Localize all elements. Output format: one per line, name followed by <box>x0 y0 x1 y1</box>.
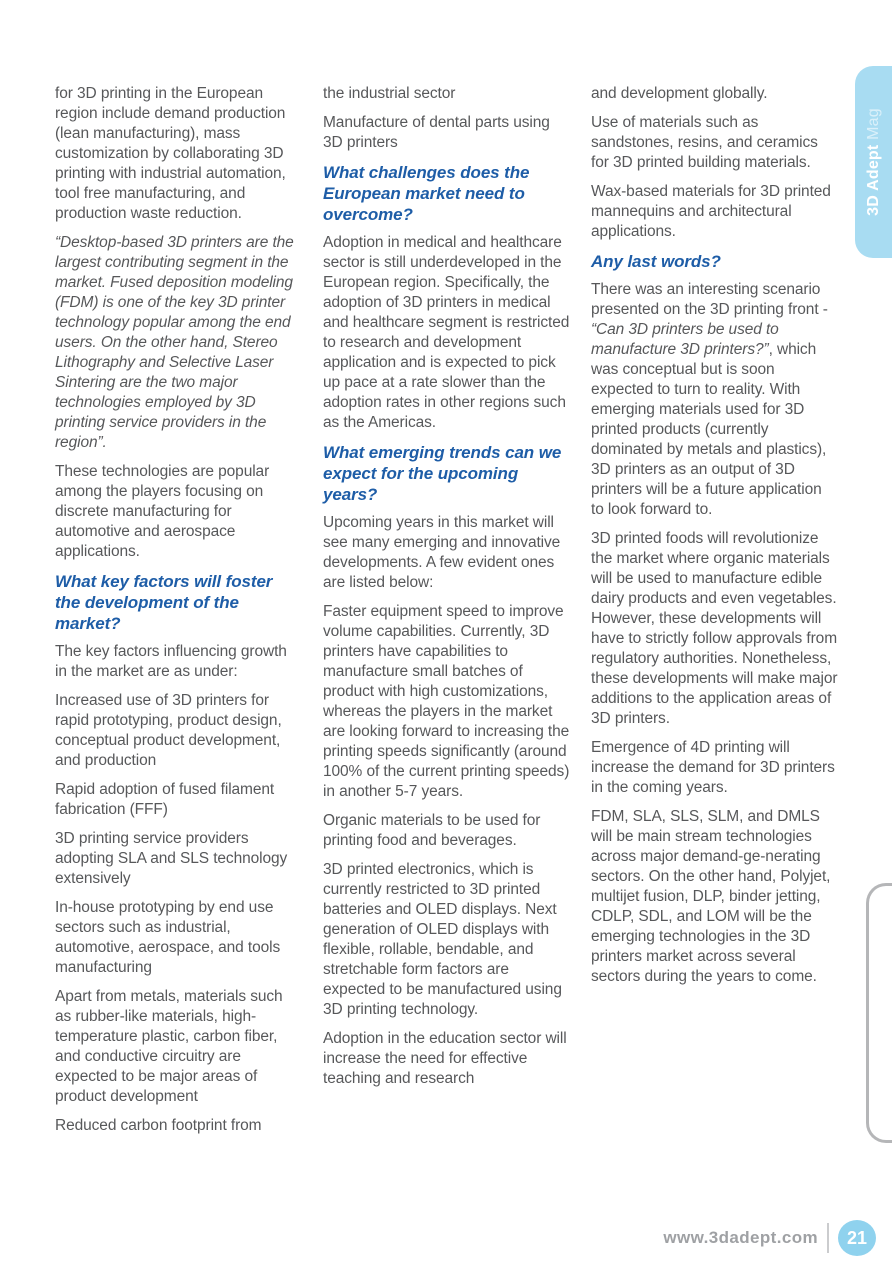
paragraph: 3D printed foods will revolutionize the market where organic materials will be used to manufacture edible dairy products and even vegetables. However, these developments will have to strictly follow approvals from regulatory authorities. Nonetheless, these developments will make major additions to the application areas of 3D printers. <box>591 530 838 727</box>
paragraph: Use of materials such as sandstones, resins, and ceramics for 3D printed building materials. <box>591 114 818 171</box>
magazine-tab-label-bold: 3D Adept <box>864 144 882 216</box>
magazine-tab-label-light-text: Mag <box>864 108 882 140</box>
inline-quote: “Can 3D printers be used to manufacture 3D printers?” <box>591 321 779 358</box>
paragraph: Emergence of 4D printing will increase the demand for 3D printers in the coming years. <box>591 739 835 796</box>
paragraph: 3D printed electronics, which is currently restricted to 3D printed batteries and OLED displays. Next generation of OLED displays with flexible, rollable, bendable, and stretchable form factors are expected to be manufactured using 3D printing technology. <box>323 861 562 1018</box>
column-1 <box>55 84 302 1145</box>
paragraph: Faster equipment speed to improve volume capabilities. Currently, 3D printers have capabilities to manufacture small batches of product with high customizations, whereas the players in the market are looking forward to increasing the printing speeds significantly (around 100% of the current printing speeds) in another 5-7 years. <box>323 603 570 800</box>
paragraph: 3D printing service providers adopting SLA and SLS technology extensively <box>55 830 288 887</box>
paragraph: FDM, SLA, SLS, SLM, and DMLS will be main stream technologies across major demand-ge-nerating sectors. On the other hand, Polyjet, multijet fusion, DLP, binder jetting, CDLP, SDL, and LOM will be the emerging technologies in the 3D printers market across several sectors during the years to come. <box>591 808 831 985</box>
paragraph: Upcoming years in this market will see many emerging and innovative developments. A few evident ones are listed below: <box>323 514 561 591</box>
article-columns <box>55 84 838 1145</box>
paragraph: Organic materials to be used for printing food and beverages. <box>323 812 541 849</box>
section-heading: What emerging trends can we expect for the upcoming years? <box>323 443 562 504</box>
website-url: www.3dadept.com <box>663 1228 818 1247</box>
paragraph: the industrial sector <box>323 85 456 102</box>
inline-text: , which was conceptual but is soon expected to turn to reality. With emerging materials used for 3D printed products (currently dominated by metals and plastics), 3D printers as an output of 3D printers will be a future application to look forward to. <box>591 341 827 518</box>
inline-text: There was an interesting scenario presented on the 3D printing front - <box>591 281 828 318</box>
paragraph: and development globally. <box>591 85 768 102</box>
paragraph: These technologies are popular among the players focusing on discrete manufacturing for automotive and aerospace applications. <box>55 463 270 560</box>
paragraph: The key factors influencing growth in the market are as under: <box>55 643 287 680</box>
page-footer <box>663 1220 876 1256</box>
page-number-badge: 21 <box>838 1220 876 1256</box>
edge-outline-tab <box>866 883 892 1143</box>
section-heading: What challenges does the European market need to overcome? <box>323 163 530 224</box>
paragraph: Reduced carbon footprint from <box>55 1117 262 1134</box>
column-3 <box>591 84 838 1145</box>
section-heading: Any last words? <box>591 252 721 271</box>
paragraph: Increased use of 3D printers for rapid prototyping, product design, conceptual product development, and production <box>55 692 282 769</box>
section-heading: What key factors will foster the development of the market? <box>55 572 273 633</box>
paragraph: “Desktop-based 3D printers are the largest contributing segment in the market. Fused deposition modeling (FDM) is one of the key 3D printer technology popular among the end users. On the other hand, Stereo Lithography and Selective Laser Sintering are the two major technologies employed by 3D printing service providers in the region”. <box>55 234 294 451</box>
paragraph: Wax-based materials for 3D printed mannequins and architectural applications. <box>591 183 831 240</box>
paragraph: Rapid adoption of fused filament fabrication (FFF) <box>55 781 275 818</box>
column-2 <box>323 84 570 1145</box>
paragraph: for 3D printing in the European region include demand production (lean manufacturing), mass customization by collaborating 3D printing with industrial automation, tool free manufacturing, and production waste reduction. <box>55 85 286 222</box>
paragraph: Manufacture of dental parts using 3D printers <box>323 114 550 151</box>
paragraph <box>591 280 838 520</box>
footer-divider <box>827 1223 829 1253</box>
magazine-tab-label <box>865 108 883 216</box>
paragraph: Apart from metals, materials such as rubber-like materials, high-temperature plastic, carbon fiber, and conductive circuitry are expected to be major areas of product development <box>55 988 283 1105</box>
paragraph: Adoption in medical and healthcare sector is still underdeveloped in the European region. Specifically, the adoption of 3D printers in medical and healthcare segment is restricted to research and development application and is expected to pick up pace at a rate slower than the adoption rates in other regions such as the Americas. <box>323 234 570 431</box>
magazine-edge-tab <box>855 66 892 258</box>
paragraph: Adoption in the education sector will increase the need for effective teaching and research <box>323 1030 567 1087</box>
paragraph: In-house prototyping by end use sectors such as industrial, automotive, aerospace, and tools manufacturing <box>55 899 281 976</box>
